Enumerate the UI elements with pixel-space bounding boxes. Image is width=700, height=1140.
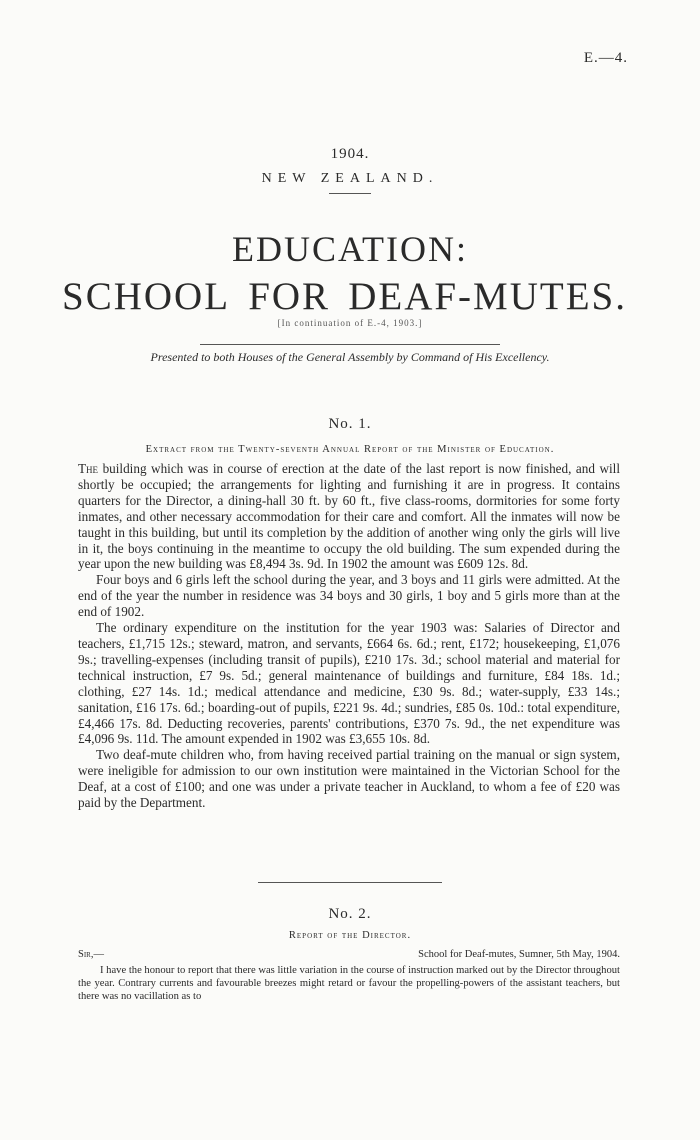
section-2-heading: No. 2. [328,906,372,922]
presented-line: Presented to both Houses of the General Assembly by Command of His Excellency. [150,350,550,364]
paragraph-text: building which was in course of erection at the date of the last report is now finished, and will shortly be occupied; the arrangements for lighting and furnishing it are in progress. It contains quarters for the Director, a dining-hall 30 ft. by 60 ft., five class-rooms, dormitories for some forty inmates, and other necessary accommodation for their care and comfort. All the inmates will now be taught in this building, but until its completion by the addition of another wing only the girls will live in it, the boys continuing in the meantime to occupy the old building. The sum expended during the year upon the new building was £8,494 3s. 9d. In 1902 the amount was £609 12s. 8d. [78,461,620,572]
presented-rule [200,344,500,345]
title-word: FOR [248,275,331,318]
header-rule [329,193,371,194]
title-education: EDUCATION: [232,229,468,269]
section-1-body [78,461,620,811]
publication-year: 1904. [330,146,370,162]
lead-word: The [78,461,99,476]
section-divider [258,882,442,883]
salutation: Sir,— [78,949,104,960]
section-2-subheading: Report of the Director. [288,930,412,941]
paragraph: Two deaf-mute children who, from having received partial training on the manual or sign system, were ineligible for admission to our own institution were maintained in the Victorian School for the Deaf, at a cost of £100; and one was under a private teacher in Auckland, to whom a fee of £20 was paid by the Department. [78,747,620,811]
paragraph: The ordinary expenditure on the institution for the year 1903 was: Salaries of Director and teachers, £1,715 12s.; steward, matron, and servants, £664 6s. 6d.; rent, £172; housekeeping, £1,076 9s.; travelling-expenses (including transit of pupils), £210 17s. 3d.; school material and material for technical instruction, £7 9s. 5d.; general maintenance of buildings and furniture, £84 18s. 1d.; clothing, £27 14s. 1d.; medical attendance and medicine, £30 9s. 8d.; water-supply, £33 14s.; sanitation, £16 17s. 6d.; boarding-out of pupils, £221 9s. 4d.; sundries, £85 0s. 10d.: total expenditure, £4,466 17s. 8d. Deducting recoveries, parents' contributions, £370 7s. 9d., the net expenditure was £4,096 9s. 11d. The amount expended in 1902 was £3,655 10s. 8d. [78,620,620,747]
title-word: SCHOOL [62,275,231,318]
continuation-note: [In continuation of E.-4, 1903.] [277,318,423,328]
title-school-for-deaf-mutes [62,274,627,319]
section-1-heading: No. 1. [328,416,372,432]
paragraph [78,461,620,572]
section-2-body [78,965,620,1003]
paragraph: Four boys and 6 girls left the school during the year, and 3 boys and 11 girls were admitted. At the end of the year the number in residence was 34 boys and 30 girls, 1 boy and 5 girls more than at the end of 1902. [78,572,620,620]
page-reference: E.—4. [583,50,628,66]
dateline: School for Deaf-mutes, Sumner, 5th May, 1904. [418,949,620,960]
country-heading: NEW ZEALAND. [261,171,439,186]
title-word: DEAF-MUTES. [348,275,627,318]
paragraph: I have the honour to report that there was little variation in the course of instruction marked out by the Director throughout the year. Contrary currents and favourable breezes might retard or favour the propelling-powers of the assistant teachers, but there was no vacillation as to [78,965,620,1002]
section-1-subheading: Extract from the Twenty-seventh Annual Report of the Minister of Education. [145,444,555,455]
